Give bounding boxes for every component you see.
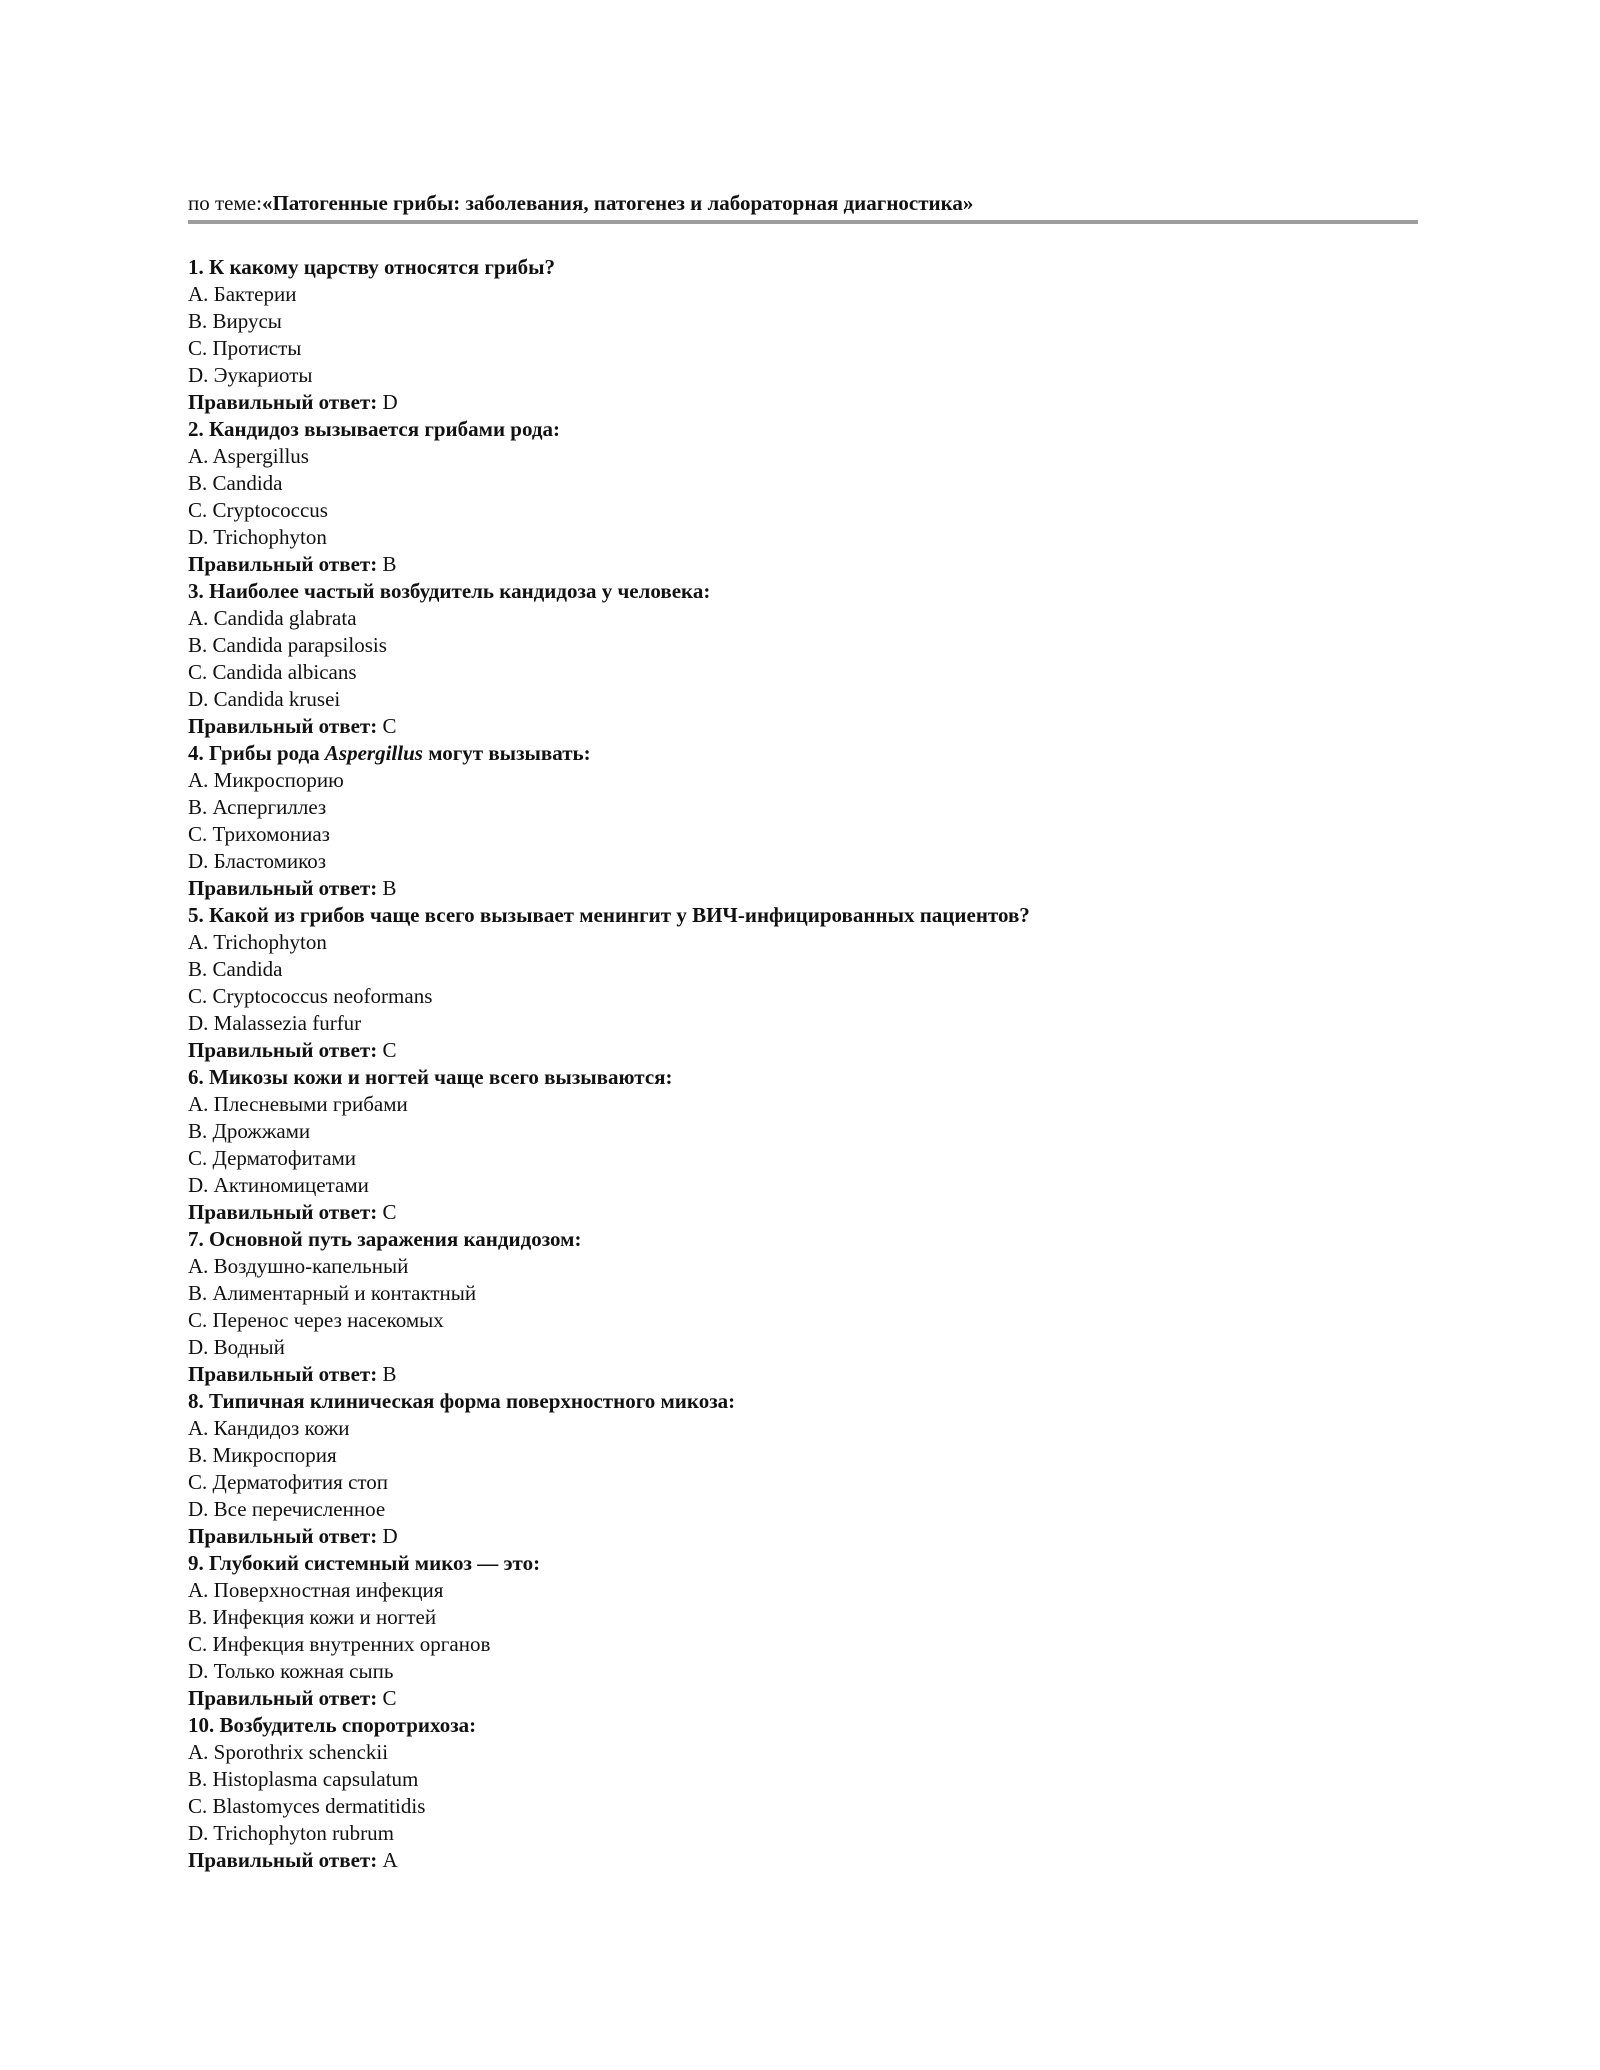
correct-answer-label: Правильный ответ: xyxy=(188,390,378,414)
answer-option: C. Cryptococcus neoformans xyxy=(188,984,433,1008)
question-text: 10. Возбудитель споротрихоза: xyxy=(188,1713,477,1737)
question-text-part: могут вызывать: xyxy=(422,741,591,765)
question-text-part: 4. Грибы рода xyxy=(188,741,325,765)
question-text: 1. К какому царству относятся грибы? xyxy=(188,255,556,279)
question-block xyxy=(188,254,1418,416)
heading-prefix: по теме: xyxy=(188,191,262,215)
answer-option: D. Trichophyton rubrum xyxy=(188,1821,394,1845)
answer-option: A. Плесневыми грибами xyxy=(188,1092,408,1116)
document-page xyxy=(188,188,1418,1874)
answer-option: A. Микроспорию xyxy=(188,768,344,792)
answer-option: C. Blastomyces dermatitidis xyxy=(188,1794,426,1818)
answer-option: B. Histoplasma capsulatum xyxy=(188,1767,419,1791)
question-block xyxy=(188,578,1418,740)
answer-option: B. Алиментарный и контактный xyxy=(188,1281,477,1305)
question-block xyxy=(188,1550,1418,1712)
answer-option: D. Бластомикоз xyxy=(188,849,327,873)
question-list xyxy=(188,254,1418,1874)
question-text xyxy=(188,740,1418,767)
answer-option: B. Candida xyxy=(188,957,283,981)
correct-answer xyxy=(188,1199,1418,1226)
correct-answer-label: Правильный ответ: xyxy=(188,552,378,576)
heading-divider xyxy=(188,220,1418,224)
question-text: 5. Какой из грибов чаще всего вызывает менингит у ВИЧ-инфицированных пациентов? xyxy=(188,903,1030,927)
correct-answer xyxy=(188,1037,1418,1064)
answer-option: C. Дерматофитами xyxy=(188,1146,357,1170)
answer-option: C. Дерматофития стоп xyxy=(188,1470,389,1494)
correct-answer-label: Правильный ответ: xyxy=(188,714,378,738)
correct-answer-label: Правильный ответ: xyxy=(188,1686,378,1710)
correct-answer-value: B xyxy=(382,1362,397,1386)
answer-option: C. Протисты xyxy=(188,336,302,360)
answer-option: C. Cryptococcus xyxy=(188,498,328,522)
correct-answer xyxy=(188,1361,1418,1388)
answer-option: B. Candida xyxy=(188,471,283,495)
answer-option: A. Воздушно-капельный xyxy=(188,1254,409,1278)
question-text: 8. Типичная клиническая форма поверхностного микоза: xyxy=(188,1389,736,1413)
correct-answer-value: C xyxy=(382,1686,397,1710)
question-block xyxy=(188,1388,1418,1550)
correct-answer-label: Правильный ответ: xyxy=(188,1848,378,1872)
question-block xyxy=(188,740,1418,902)
correct-answer xyxy=(188,875,1418,902)
question-text: 6. Микозы кожи и ногтей чаще всего вызываются: xyxy=(188,1065,673,1089)
correct-answer-value: C xyxy=(382,1038,397,1062)
question-block xyxy=(188,416,1418,578)
correct-answer-value: C xyxy=(382,714,397,738)
answer-option: A. Candida glabrata xyxy=(188,606,357,630)
heading-topic: «Патогенные грибы: заболевания, патогенез и лабораторная диагностика» xyxy=(261,191,974,215)
answer-option: D. Только кожная сыпь xyxy=(188,1659,394,1683)
answer-option: A. Кандидоз кожи xyxy=(188,1416,350,1440)
correct-answer-value: C xyxy=(382,1200,397,1224)
answer-option: B. Инфекция кожи и ногтей xyxy=(188,1605,437,1629)
question-text-italic: Aspergillus xyxy=(324,741,423,765)
answer-option: D. Trichophyton xyxy=(188,525,327,549)
correct-answer-label: Правильный ответ: xyxy=(188,1038,378,1062)
correct-answer-label: Правильный ответ: xyxy=(188,1362,378,1386)
answer-option: C. Candida albicans xyxy=(188,660,357,684)
question-block xyxy=(188,1064,1418,1226)
correct-answer-value: B xyxy=(382,552,397,576)
answer-option: D. Candida krusei xyxy=(188,687,341,711)
document-heading xyxy=(188,188,1418,218)
correct-answer xyxy=(188,389,1418,416)
correct-answer-label: Правильный ответ: xyxy=(188,876,378,900)
answer-option: C. Перенос через насекомых xyxy=(188,1308,444,1332)
answer-option: B. Вирусы xyxy=(188,309,282,333)
question-text: 9. Глубокий системный микоз — это: xyxy=(188,1551,541,1575)
answer-option: C. Инфекция внутренних органов xyxy=(188,1632,491,1656)
correct-answer-label: Правильный ответ: xyxy=(188,1200,378,1224)
correct-answer-value: D xyxy=(382,1524,398,1548)
question-text: 7. Основной путь заражения кандидозом: xyxy=(188,1227,582,1251)
question-text: 2. Кандидоз вызывается грибами рода: xyxy=(188,417,560,441)
question-block xyxy=(188,1712,1418,1874)
answer-option: C. Трихомониаз xyxy=(188,822,330,846)
question-block xyxy=(188,902,1418,1064)
answer-option: A. Sporothrix schenckii xyxy=(188,1740,389,1764)
answer-option: A. Бактерии xyxy=(188,282,297,306)
correct-answer xyxy=(188,713,1418,740)
correct-answer xyxy=(188,1685,1418,1712)
answer-option: D. Malassezia furfur xyxy=(188,1011,362,1035)
answer-option: A. Trichophyton xyxy=(188,930,327,954)
answer-option: D. Эукариоты xyxy=(188,363,313,387)
correct-answer-value: A xyxy=(382,1848,398,1872)
answer-option: B. Микроспория xyxy=(188,1443,337,1467)
correct-answer xyxy=(188,1847,1418,1874)
correct-answer-label: Правильный ответ: xyxy=(188,1524,378,1548)
answer-option: B. Дрожжами xyxy=(188,1119,311,1143)
question-block xyxy=(188,1226,1418,1388)
answer-option: B. Аспергиллез xyxy=(188,795,327,819)
question-text: 3. Наиболее частый возбудитель кандидоза у человека: xyxy=(188,579,711,603)
correct-answer xyxy=(188,1523,1418,1550)
correct-answer-value: B xyxy=(382,876,397,900)
answer-option: A. Aspergillus xyxy=(188,444,309,468)
answer-option: D. Актиномицетами xyxy=(188,1173,369,1197)
correct-answer xyxy=(188,551,1418,578)
answer-option: B. Candida parapsilosis xyxy=(188,633,387,657)
answer-option: A. Поверхностная инфекция xyxy=(188,1578,444,1602)
answer-option: D. Водный xyxy=(188,1335,285,1359)
correct-answer-value: D xyxy=(382,390,398,414)
answer-option: D. Все перечисленное xyxy=(188,1497,386,1521)
